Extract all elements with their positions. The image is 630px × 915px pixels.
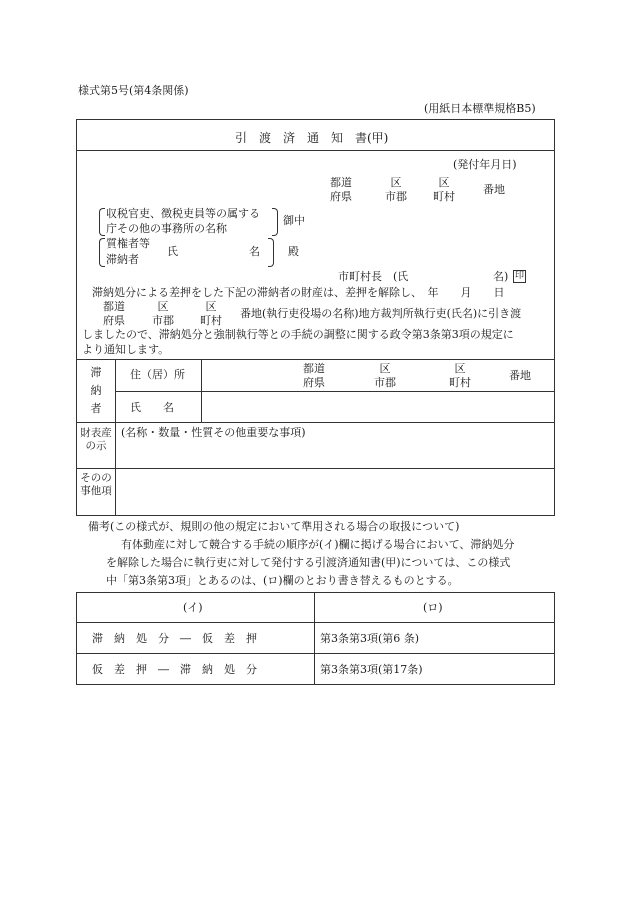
row-divider <box>76 422 555 423</box>
name-label: 氏 名 <box>130 401 174 414</box>
table-shigun: 区 市郡 <box>374 362 396 389</box>
body-shigun: 区 市郡 <box>152 300 174 327</box>
body-line3: しましたので、滞納処分と強制執行等との手続の調整に関する政令第3条第3項の規定に <box>82 328 514 341</box>
left-bracket <box>99 208 105 236</box>
taino-label: 滞納者 <box>90 366 102 415</box>
chouson-label: 区 町村 <box>433 176 455 203</box>
other-label: そのの事他項 <box>80 472 112 497</box>
body-line2: 番地(執行吏役場の名称)地方裁判所執行吏(氏名)に引き渡 <box>240 307 522 320</box>
left-bracket <box>99 238 105 267</box>
banchi-label: 番地 <box>483 183 505 196</box>
remarks-line3: 中「第3条第3項」とあるのは、(ロ)欄のとおり書き替えるものとする。 <box>106 574 459 587</box>
officer-line1: 収税官吏、徴税吏員等の属する <box>106 207 260 220</box>
mayor-name-end: 名) <box>493 270 509 283</box>
table-banchi: 番地 <box>509 369 531 382</box>
row-divider <box>76 622 555 623</box>
body-todofuken: 都道 府県 <box>103 300 125 327</box>
row2-right: 第3条第3項(第17条) <box>320 663 423 676</box>
paper-size-note: (用紙日本標準規格B5) <box>424 102 536 115</box>
col-ro-header: (ロ) <box>423 601 443 614</box>
todofuken-label: 都道 府県 <box>330 176 352 203</box>
remarks-title: 備考(この様式が、規則の他の規定において準用される場合の取扱について) <box>88 520 460 533</box>
row1-right: 第3条第3項(第6 条) <box>320 632 420 645</box>
column-divider <box>201 359 202 422</box>
property-label: 財表産の示 <box>80 427 112 452</box>
person-honorific: 殿 <box>288 245 299 258</box>
property-note: (名称・数量・性質その他重要な事項) <box>121 426 306 439</box>
row-divider <box>115 391 555 392</box>
body-chouson: 区 町村 <box>200 300 222 327</box>
row2-left: 仮 差 押 ― 滞 納 処 分 <box>92 663 257 676</box>
shigun-label: 区 市郡 <box>385 176 407 203</box>
table-todofuken: 都道 府県 <box>303 362 325 389</box>
row-divider <box>76 468 555 469</box>
shi-label: 氏 <box>167 245 178 258</box>
seal-mark: 印 <box>514 271 524 281</box>
row-divider <box>76 653 555 654</box>
issue-date: (発付年月日) <box>453 158 517 171</box>
mayor-label: 市町村長 (氏 <box>338 270 409 283</box>
remarks-line1: 有体動産に対して競合する手続の順序が(イ)欄に掲げる場合において、滞納処分 <box>121 538 515 551</box>
column-divider <box>115 359 116 516</box>
officer-honorific: 御中 <box>283 214 305 227</box>
right-bracket <box>268 238 274 267</box>
column-divider <box>314 592 315 685</box>
title-divider <box>76 150 555 151</box>
col-i-header: (イ) <box>183 601 203 614</box>
table-chouson: 区 町村 <box>449 362 471 389</box>
right-bracket <box>272 208 278 236</box>
row1-left: 滞 納 処 分 ― 仮 差 押 <box>92 632 257 645</box>
address-label: 住（居）所 <box>130 368 185 381</box>
document-title: 引 渡 済 通 知 書(甲) <box>235 131 389 145</box>
role-pledgee: 質権者等 <box>106 237 150 250</box>
mei-label: 名 <box>249 245 260 258</box>
officer-line2: 庁その他の事務所の名称 <box>106 222 227 235</box>
role-delinquent: 滞納者 <box>106 253 139 266</box>
form-number: 様式第5号(第4条関係) <box>78 84 189 97</box>
remarks-line2: を解除した場合に執行吏に対して発付する引渡済通知書(甲)については、この様式 <box>106 556 511 569</box>
table-top-line <box>76 359 555 360</box>
body-line4: より通知します。 <box>82 343 170 356</box>
body-line1: 滞納処分による差押をした下記の滞納者の財産は、差押を解除し、 年 月 日 <box>92 286 505 299</box>
